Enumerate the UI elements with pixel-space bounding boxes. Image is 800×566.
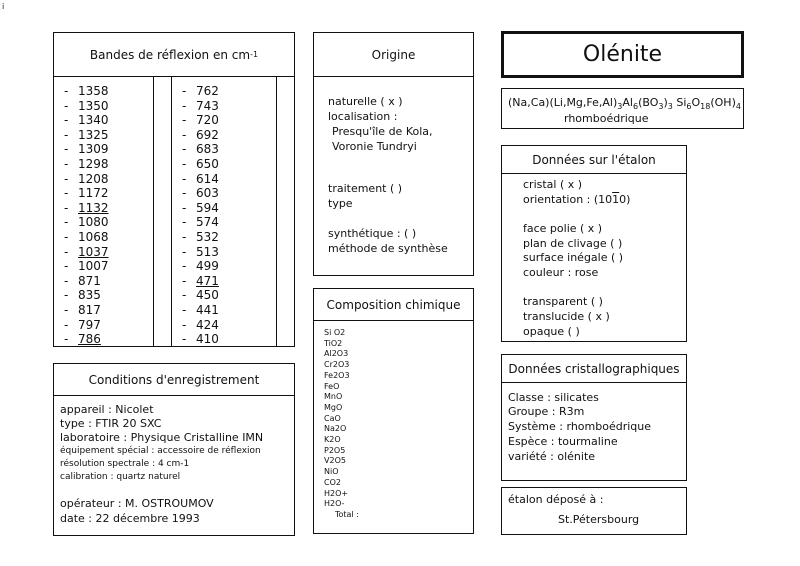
band-value: 1132 xyxy=(78,200,109,215)
band-value: 614 xyxy=(196,171,219,186)
formula-box xyxy=(501,88,744,129)
band-dash: - xyxy=(182,259,187,274)
composition-item: Cr2O3 xyxy=(324,360,350,370)
col-divider xyxy=(171,76,172,347)
cristallo-line: Groupe : R3m xyxy=(508,405,585,418)
band-dash: - xyxy=(64,288,69,303)
band-value: 513 xyxy=(196,244,219,259)
band-dash: - xyxy=(182,332,187,347)
band-value: 471 xyxy=(196,273,219,288)
band-dash: - xyxy=(182,142,187,157)
band-row xyxy=(64,332,101,346)
page-mark: i xyxy=(2,2,5,11)
band-dash: - xyxy=(64,259,69,274)
composition-item: P2O5 xyxy=(324,445,346,455)
composition-item: Si O2 xyxy=(324,328,346,337)
origine-line: synthétique : ( ) xyxy=(328,227,417,240)
band-row xyxy=(182,201,219,215)
band-value: 499 xyxy=(196,259,219,274)
band-dash: - xyxy=(182,230,187,244)
conditions-laboratoire: laboratoire : Physique Cristalline IMN xyxy=(60,431,264,444)
band-row xyxy=(182,230,219,244)
band-value: 574 xyxy=(196,215,219,230)
origine-title: Origine xyxy=(371,47,416,62)
band-value: 683 xyxy=(196,142,219,157)
etalon-line: opaque ( ) xyxy=(523,325,580,338)
band-dash: - xyxy=(64,186,69,201)
band-value: 441 xyxy=(196,303,219,317)
etalon-title: Données sur l'étalon xyxy=(532,152,656,167)
origine-line: traitement ( ) xyxy=(328,182,403,195)
etalon-line: couleur : rose xyxy=(523,266,599,279)
cristallo-panel xyxy=(501,354,687,481)
band-row xyxy=(182,142,219,156)
band-row xyxy=(64,99,109,113)
conditions-header xyxy=(54,364,294,396)
etalon-line: face polie ( x ) xyxy=(523,222,603,235)
band-row xyxy=(64,215,109,229)
origine-line: naturelle ( x ) xyxy=(328,95,403,108)
mineral-name: Olénite xyxy=(582,42,663,67)
band-row xyxy=(182,245,219,259)
band-value: 692 xyxy=(196,127,219,142)
band-value: 743 xyxy=(196,98,219,113)
cristallo-line: variété : olénite xyxy=(508,450,596,463)
cristallo-title: Données cristallographiques xyxy=(508,361,680,376)
composition-title: Composition chimique xyxy=(326,297,461,312)
band-row xyxy=(182,157,219,171)
band-row xyxy=(182,274,219,288)
band-value: 1172 xyxy=(78,186,109,201)
band-value: 603 xyxy=(196,186,219,201)
etalon-header xyxy=(502,146,686,174)
etalon-line: translucide ( x ) xyxy=(523,310,610,323)
composition-item: CaO xyxy=(324,413,341,423)
band-dash: - xyxy=(64,84,69,98)
band-row xyxy=(64,318,101,332)
band-dash: - xyxy=(64,317,69,332)
band-value: 594 xyxy=(196,200,219,215)
band-dash: - xyxy=(64,98,69,113)
bands-title-unit: -1 xyxy=(250,50,259,59)
etalon-line: cristal ( x ) xyxy=(523,178,583,191)
band-row xyxy=(64,157,109,171)
band-value: 410 xyxy=(196,332,219,347)
band-value: 871 xyxy=(78,273,101,288)
band-dash: - xyxy=(64,157,69,171)
band-dash: - xyxy=(182,113,187,128)
band-value: 1340 xyxy=(78,113,109,128)
band-value: 1298 xyxy=(78,157,109,171)
band-row xyxy=(182,259,219,273)
depot-place: St.Pétersbourg xyxy=(558,513,640,526)
band-row xyxy=(64,259,109,273)
band-dash: - xyxy=(182,317,187,332)
band-row xyxy=(64,84,109,98)
conditions-appareil: appareil : Nicolet xyxy=(60,403,154,416)
bands-header xyxy=(54,33,294,77)
composition-item: Na2O xyxy=(324,424,347,434)
band-value: 1309 xyxy=(78,142,109,157)
band-row xyxy=(64,274,101,288)
composition-item: H2O- xyxy=(324,499,345,509)
col-divider xyxy=(276,76,277,347)
depot-panel xyxy=(501,487,687,535)
band-row xyxy=(182,215,219,229)
band-value: 450 xyxy=(196,288,219,303)
composition-item: H2O+ xyxy=(324,488,349,498)
band-value: 835 xyxy=(78,288,101,303)
conditions-equipement: équipement spécial : accessoire de réflexion xyxy=(60,446,261,456)
origine-line: méthode de synthèse xyxy=(328,242,448,255)
band-value: 1007 xyxy=(78,259,109,274)
band-row xyxy=(182,128,219,142)
conditions-title: Conditions d'enregistrement xyxy=(88,372,260,387)
band-row xyxy=(182,99,219,113)
band-row xyxy=(64,201,109,215)
band-dash: - xyxy=(64,230,69,244)
band-row xyxy=(182,288,219,302)
band-value: 650 xyxy=(196,157,219,171)
band-dash: - xyxy=(64,303,69,317)
band-row xyxy=(64,245,109,259)
band-dash: - xyxy=(182,171,187,186)
band-value: 786 xyxy=(78,332,101,347)
band-value: 1068 xyxy=(78,230,109,244)
band-value: 720 xyxy=(196,113,219,128)
etalon-line: plan de clivage ( ) xyxy=(523,237,623,250)
band-dash: - xyxy=(182,215,187,230)
col-divider xyxy=(153,76,154,347)
band-dash: - xyxy=(64,200,69,215)
formula-text: $(Na,Ca)(Li,Mg,Fe,Al)_3Al_6(BO_3)_3$ $Si_6O_{18}(OH)_4$ xyxy=(508,96,741,112)
band-value: 1037 xyxy=(78,244,109,259)
composition-item: TiO2 xyxy=(324,338,343,348)
band-dash: - xyxy=(64,127,69,142)
band-row xyxy=(64,303,101,317)
band-value: 532 xyxy=(196,230,219,244)
band-row xyxy=(182,84,219,98)
composition-item: Fe2O3 xyxy=(324,370,350,380)
band-row xyxy=(182,172,219,186)
band-dash: - xyxy=(64,244,69,259)
bands-title: Bandes de réflexion en cm xyxy=(89,47,251,62)
band-dash: - xyxy=(182,186,187,201)
band-dash: - xyxy=(64,215,69,230)
composition-item: FeO xyxy=(324,381,340,391)
band-value: 817 xyxy=(78,303,101,317)
band-value: 424 xyxy=(196,317,219,332)
composition-item: CO2 xyxy=(324,477,341,487)
band-row xyxy=(64,288,101,302)
band-row xyxy=(64,128,109,142)
composition-item: Al2O3 xyxy=(324,349,349,359)
conditions-calibration: calibration : quartz naturel xyxy=(60,472,181,482)
band-value: 1080 xyxy=(78,215,109,230)
origine-line: Presqu'île de Kola, xyxy=(332,125,433,138)
bands-panel xyxy=(53,32,295,347)
band-dash: - xyxy=(182,200,187,215)
band-value: 1325 xyxy=(78,127,109,142)
crystal-system: rhomboédrique xyxy=(564,112,649,125)
origine-panel xyxy=(313,32,474,276)
origine-line: type xyxy=(328,197,353,210)
etalon-panel xyxy=(501,145,687,342)
band-dash: - xyxy=(64,142,69,157)
band-row xyxy=(64,113,109,127)
depot-label: étalon déposé à : xyxy=(508,493,604,506)
composition-panel xyxy=(313,288,474,534)
composition-item: K2O xyxy=(324,435,341,444)
conditions-operateur: opérateur : M. OSTROUMOV xyxy=(60,497,214,510)
composition-item: MnO xyxy=(324,392,343,402)
origine-line: localisation : xyxy=(328,110,398,123)
band-dash: - xyxy=(182,244,187,259)
band-row xyxy=(182,113,219,127)
cristallo-header xyxy=(502,355,686,383)
cristallo-line: Classe : silicates xyxy=(508,391,599,404)
origine-header xyxy=(314,33,473,77)
composition-item: V2O5 xyxy=(324,456,346,466)
band-dash: - xyxy=(182,273,187,288)
band-row xyxy=(182,303,219,317)
band-value: 762 xyxy=(196,84,219,98)
conditions-date: date : 22 décembre 1993 xyxy=(60,512,200,525)
conditions-resolution: résolution spectrale : 4 cm-1 xyxy=(60,459,190,469)
band-dash: - xyxy=(64,171,69,186)
band-row xyxy=(64,172,109,186)
composition-header xyxy=(314,289,473,321)
etalon-orientation: orientation : (1010) xyxy=(523,193,631,206)
band-row xyxy=(64,186,109,200)
band-row xyxy=(182,332,219,346)
cristallo-line: Espèce : tourmaline xyxy=(508,435,618,448)
etalon-line: transparent ( ) xyxy=(523,295,603,308)
band-dash: - xyxy=(64,273,69,288)
band-value: 797 xyxy=(78,317,101,332)
band-value: 1358 xyxy=(78,84,109,98)
conditions-panel xyxy=(53,363,295,536)
band-value: 1208 xyxy=(78,171,109,186)
band-row xyxy=(64,230,109,244)
band-dash: - xyxy=(64,332,69,347)
band-dash: - xyxy=(182,288,187,303)
band-dash: - xyxy=(182,98,187,113)
composition-item: NiO xyxy=(324,467,339,477)
band-row xyxy=(182,186,219,200)
composition-item: Total : xyxy=(335,509,359,519)
conditions-type: type : FTIR 20 SXC xyxy=(60,417,162,430)
composition-item: MgO xyxy=(324,402,343,412)
origine-line: Voronie Tundryi xyxy=(332,140,417,153)
band-dash: - xyxy=(182,157,187,171)
band-dash: - xyxy=(64,113,69,128)
band-dash: - xyxy=(182,84,187,98)
etalon-line: surface inégale ( ) xyxy=(523,251,624,264)
band-row xyxy=(64,142,109,156)
band-row xyxy=(182,318,219,332)
mineral-title-box xyxy=(501,31,744,78)
cristallo-line: Système : rhomboédrique xyxy=(508,420,651,433)
band-value: 1350 xyxy=(78,98,109,113)
band-dash: - xyxy=(182,127,187,142)
band-dash: - xyxy=(182,303,187,317)
